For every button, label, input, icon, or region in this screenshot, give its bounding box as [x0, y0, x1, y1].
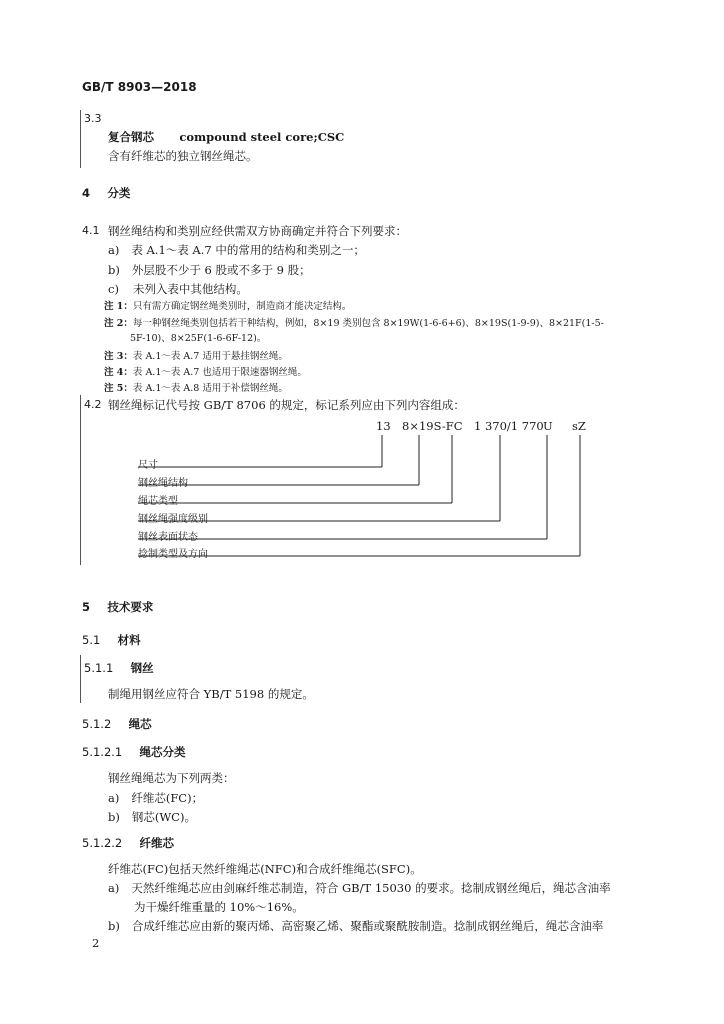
section-5-1-2-1-number: 5.1.2.1 [82, 745, 123, 759]
note-label: 注 3： [104, 351, 133, 362]
term-en: compound steel core;CSC [179, 130, 345, 144]
list-item-text: 纤维芯(FC)； [131, 791, 204, 805]
note-text: 表 A.1～表 A.7 适用于悬挂钢丝绳。 [132, 351, 288, 362]
section-5-1-2-title: 绳芯 [128, 717, 152, 731]
clause-4-1-number: 4.1 [82, 224, 100, 237]
note-label: 注 4： [104, 367, 133, 378]
note-text: 表 A.1～表 A.8 适用于补偿钢丝绳。 [132, 383, 288, 394]
section-5-1-2-heading [82, 716, 152, 732]
section-3-3-number: 3.3 [84, 112, 102, 125]
note-label: 注 2： [104, 318, 133, 329]
section-5-1-2-2-number: 5.1.2.2 [82, 836, 123, 850]
list-item-text: 钢芯(WC)。 [131, 810, 196, 824]
list-item-text: 表 A.1～表 A.7 中的常用的结构和类别之一； [131, 243, 365, 257]
clause-4-2-text: 钢丝绳标记代号按 GB/T 8706 的规定，标记系列应由下列内容组成： [108, 398, 465, 412]
section-5-1-2-1-title: 绳芯分类 [139, 745, 186, 759]
section-5-1-number: 5.1 [82, 633, 101, 647]
clause-4-1-text: 钢丝绳结构和类别应经供需双方协商确定并符合下列要求： [108, 224, 407, 238]
marking-construction: 8×19S-FC [402, 419, 463, 433]
section-5-1-title: 材料 [117, 633, 141, 647]
list-item-label: a) [108, 881, 120, 895]
list-item-continued: 为干燥纤维重量的 10%～16%。 [134, 900, 304, 914]
list-item-text: 未列入表中其他结构。 [132, 282, 248, 296]
list-item-text: 外层股不少于 6 股或不多于 9 股； [131, 263, 311, 277]
section-5-1-1-heading [84, 660, 154, 676]
list-item-text: 天然纤维绳芯应由剑麻纤维芯制造，符合 GB/T 15030 的要求。捻制成钢丝绳后，绳芯含油率 [131, 881, 611, 895]
marking-finish: U [543, 419, 553, 433]
list-item-label: a) [108, 791, 120, 805]
change-bar [80, 655, 81, 703]
section-5-title: 技术要求 [107, 600, 154, 614]
label-lay: 捻制类型及方向 [138, 549, 208, 560]
section-5-1-2-1-heading [82, 744, 186, 760]
marking-grade: 1 370/1 770 [474, 419, 544, 433]
section-5-heading [82, 599, 153, 615]
section-4-title: 分类 [107, 186, 131, 200]
section-5-1-2-2-title: 纤维芯 [139, 836, 175, 850]
label-construction: 钢丝绳结构 [138, 478, 188, 489]
note-text: 只有需方确定钢丝绳类别时，制造商才能决定结构。 [132, 301, 352, 312]
section-5-1-1-title: 钢丝 [130, 661, 154, 675]
list-item-label: c) [108, 282, 119, 296]
note-text: 表 A.1～表 A.7 也适用于限速器钢丝绳。 [132, 367, 307, 378]
section-5-1-2-2-heading [82, 835, 174, 851]
label-size: 尺寸 [138, 460, 158, 471]
list-item-label: b) [108, 810, 120, 824]
section-4-number: 4 [82, 186, 91, 200]
page-number: 2 [92, 936, 100, 950]
clause-4-2-number: 4.2 [84, 398, 102, 411]
section-5-number: 5 [82, 600, 91, 614]
marking-lay: sZ [572, 419, 586, 433]
marking-size: 13 [376, 419, 391, 433]
list-item-label: a) [108, 243, 120, 257]
definition-3-3: 含有纤维芯的独立钢丝绳芯。 [108, 149, 258, 163]
list-item-label: b) [108, 263, 120, 277]
section-5-1-2-2-text: 纤维芯(FC)包括天然纤维绳芯(NFC)和合成纤维绳芯(SFC)。 [108, 862, 422, 876]
note-label: 注 5： [104, 383, 133, 394]
label-core: 绳芯类型 [138, 496, 178, 507]
list-item [108, 809, 196, 825]
section-5-1-1-number: 5.1.1 [84, 661, 114, 675]
section-5-1-2-number: 5.1.2 [82, 717, 112, 731]
note-label: 注 1： [104, 301, 133, 312]
list-item-text: 合成纤维芯应由新的聚丙烯、高密聚乙烯、聚酯或聚酰胺制造。捻制成钢丝绳后，绳芯含油率 [131, 919, 604, 933]
standard-code: GB/T 8903—2018 [82, 80, 197, 94]
list-item [108, 918, 603, 934]
section-5-1-heading [82, 632, 141, 648]
list-item [108, 790, 203, 806]
section-5-1-1-text: 制绳用钢丝应符合 YB/T 5198 的规定。 [108, 687, 314, 701]
list-item [108, 880, 611, 896]
note-2-continued: 5F-10)、8×25F(1-6-6F-12)。 [130, 333, 267, 344]
section-5-1-2-1-text: 钢丝绳绳芯为下列两类： [108, 771, 235, 785]
label-finish: 钢丝表面状态 [138, 532, 198, 543]
list-item-label: b) [108, 919, 120, 933]
term-cn: 复合钢芯 [108, 130, 154, 144]
note-text: 每一种钢丝绳类别包括若干种结构，例如，8×19 类别包含 8×19W(1-6-6+6)、8×19S(1-9-9)、8×21F(1-5- [132, 318, 604, 329]
label-grade: 钢丝绳强度级别 [138, 514, 208, 525]
